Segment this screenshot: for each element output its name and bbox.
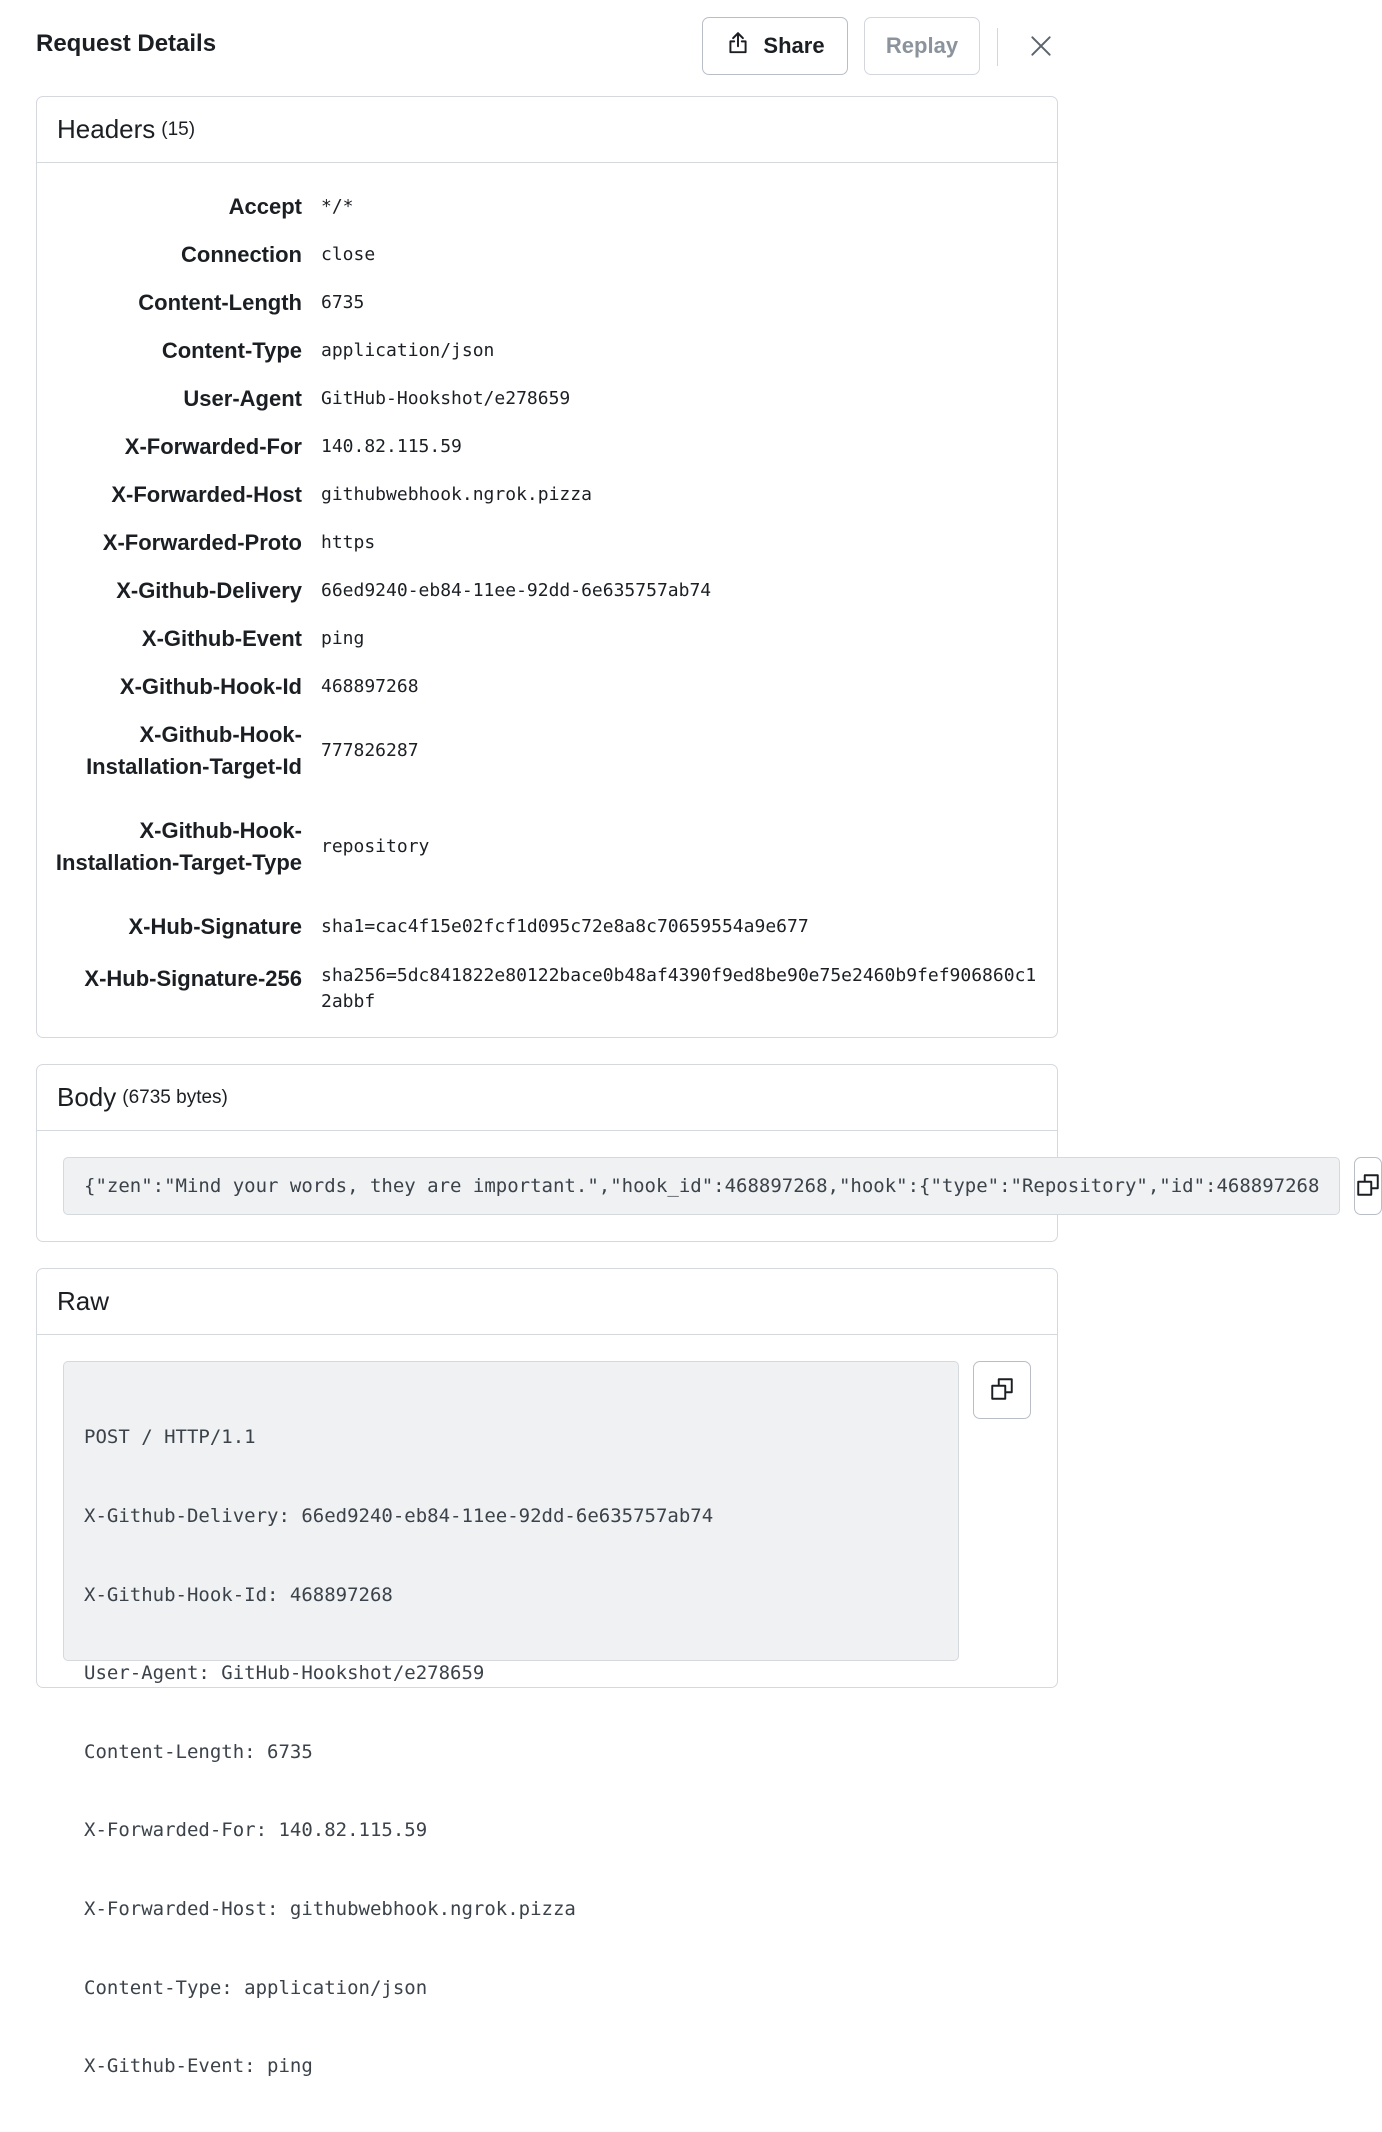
copy-icon — [1355, 1172, 1381, 1201]
header-key: X-Github-Hook-Installation-Target-Id — [86, 722, 302, 779]
header-row — [37, 375, 1057, 423]
header-key: X-Hub-Signature-256 — [84, 966, 302, 991]
raw-card — [36, 1268, 1058, 2078]
header-key: X-Github-Hook-Installation-Target-Type — [55, 818, 302, 875]
header-key: X-Github-Event — [141, 626, 302, 651]
raw-line: User-Agent: GitHub-Hookshot/e278659 — [84, 1662, 485, 1685]
close-icon — [1028, 33, 1054, 62]
header-row — [37, 423, 1057, 471]
replay-button[interactable] — [864, 17, 980, 75]
raw-line: Content-Length: 6735 — [84, 1740, 313, 1763]
body-content[interactable]: {"zen":"Mind your words, they are important.","hook_id":468897268,"hook":{"type":"Repository","id":468897268 — [63, 1157, 1340, 1215]
header-value: GitHub-Hookshot/e278659 — [321, 388, 571, 409]
body-card — [36, 1064, 1320, 1242]
header-row — [37, 231, 1057, 279]
body-size: (6735 bytes) — [122, 1086, 228, 1108]
header-value: close — [321, 244, 376, 265]
panel-header — [36, 0, 1058, 96]
share-label: Share — [763, 33, 825, 58]
raw-card-header — [37, 1269, 1057, 1335]
body-code-area — [37, 1131, 1320, 1241]
header-row — [37, 903, 1057, 951]
raw-code-area — [37, 1335, 1057, 2078]
header-value: sha256=5dc841822e80122bace0b48af4390f9ed8be90e75e2460b9fef906860c12abbf — [321, 965, 1037, 1012]
raw-line: X-Forwarded-For: 140.82.115.59 — [84, 1819, 428, 1842]
header-key: X-Hub-Signature — [128, 914, 302, 939]
header-key: Accept — [228, 194, 302, 219]
header-key: X-Forwarded-For — [124, 434, 302, 459]
raw-line: X-Forwarded-Host: githubwebhook.ngrok.pizza — [84, 1898, 576, 1921]
raw-content[interactable] — [63, 1361, 959, 2078]
raw-line: X-Github-Hook-Id: 468897268 — [84, 1583, 393, 1606]
header-value: 777826287 — [321, 740, 419, 761]
header-key: Content-Type — [161, 338, 302, 363]
header-value: githubwebhook.ngrok.pizza — [321, 484, 592, 505]
share-icon — [725, 30, 751, 62]
replay-label: Replay — [885, 33, 959, 58]
header-value: sha1=cac4f15e02fcf1d095c72e8a8c70659554a9e677 — [321, 916, 809, 937]
raw-line: X-Github-Delivery: 66ed9240-eb84-11ee-92dd-6e635757ab74 — [84, 1505, 714, 1528]
header-value: application/json — [321, 340, 495, 361]
header-row — [37, 663, 1057, 711]
headers-card-header — [37, 97, 1057, 163]
header-key: Content-Length — [138, 290, 302, 315]
raw-line: Content-Type: application/json — [84, 1976, 428, 1999]
header-row — [37, 471, 1057, 519]
header-row — [37, 711, 1057, 791]
body-card-header — [37, 1065, 1057, 1131]
header-key: X-Github-Hook-Id — [119, 674, 302, 699]
close-button[interactable] — [1024, 30, 1058, 64]
header-value: ping — [321, 628, 365, 649]
copy-raw-button[interactable] — [973, 1361, 1031, 1419]
copy-icon — [989, 1376, 1015, 1405]
header-value: 140.82.115.59 — [321, 436, 462, 457]
header-row — [37, 279, 1057, 327]
header-key: X-Forwarded-Proto — [102, 530, 302, 555]
header-row — [37, 791, 1057, 903]
header-row — [37, 519, 1057, 567]
header-row — [37, 615, 1057, 663]
header-value: */* — [321, 196, 354, 217]
body-title: Body — [57, 1082, 117, 1112]
raw-line: X-Github-Event: ping — [84, 2055, 313, 2078]
header-key: Connection — [181, 242, 302, 267]
headers-title: Headers — [57, 114, 156, 144]
header-row — [37, 183, 1057, 231]
header-key: X-Github-Delivery — [116, 578, 302, 603]
headers-count: (15) — [161, 118, 196, 140]
headers-card — [36, 96, 1058, 1038]
raw-line: POST / HTTP/1.1 — [84, 1426, 256, 1449]
copy-body-button[interactable] — [1354, 1157, 1382, 1215]
header-row — [37, 567, 1057, 615]
headers-table — [37, 163, 1057, 1037]
share-button[interactable] — [702, 17, 848, 75]
header-value: https — [321, 532, 376, 553]
header-key: X-Forwarded-Host — [111, 482, 302, 507]
raw-title: Raw — [57, 1286, 110, 1316]
header-key: User-Agent — [183, 386, 302, 411]
header-value: 66ed9240-eb84-11ee-92dd-6e635757ab74 — [321, 580, 712, 601]
header-row — [37, 327, 1057, 375]
page-title: Request Details — [36, 30, 217, 57]
header-row — [37, 951, 1057, 1015]
header-value: 6735 — [321, 292, 365, 313]
header-value: repository — [321, 836, 430, 857]
header-value: 468897268 — [321, 676, 419, 697]
header-divider — [997, 28, 998, 66]
